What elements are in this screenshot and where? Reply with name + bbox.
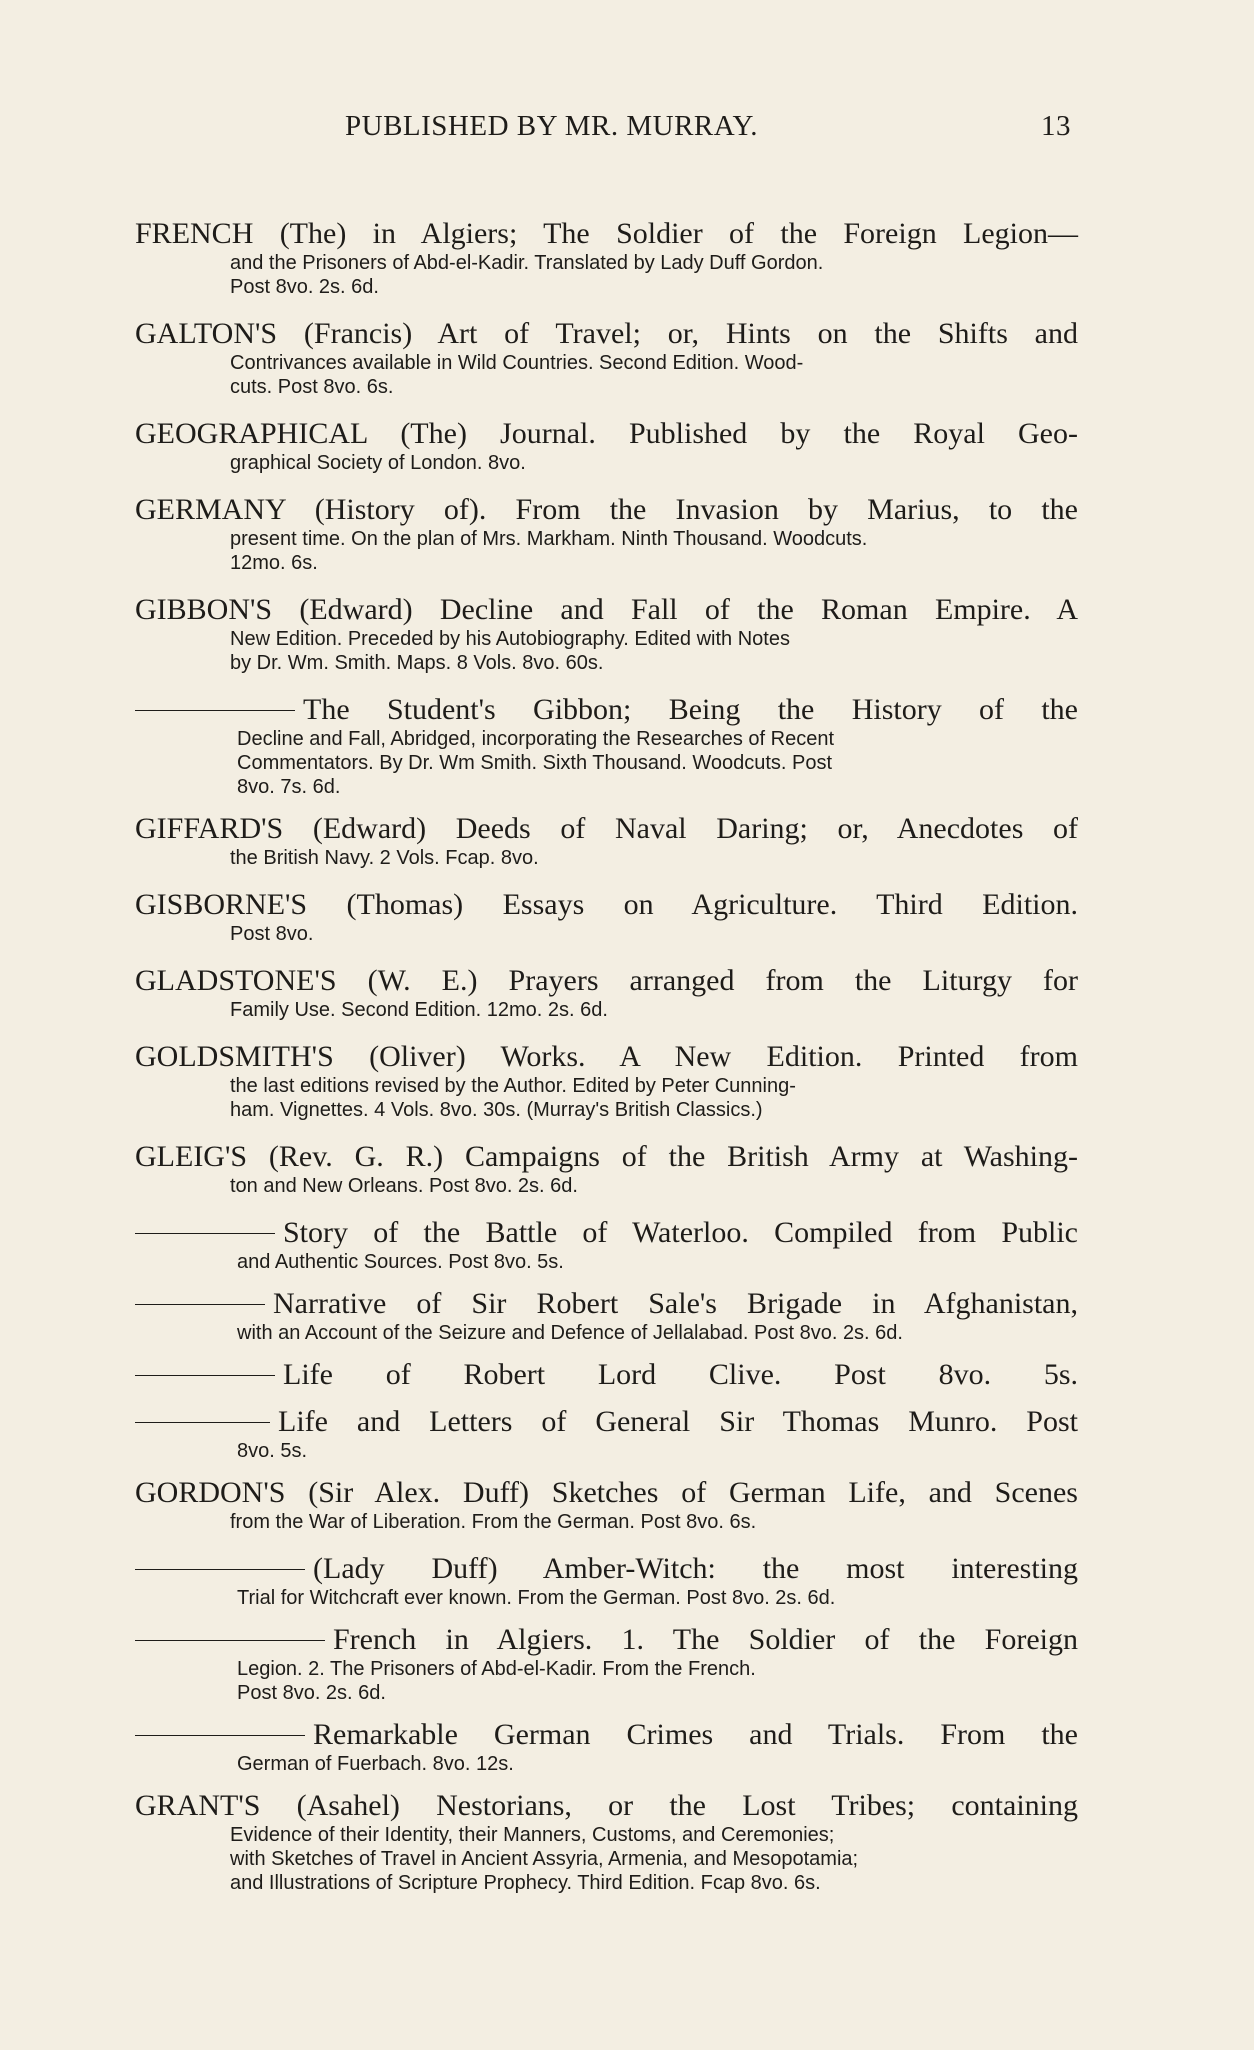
description-line: with an Account of the Seizure and Defence of Jellalabad. Post 8vo. 2s. 6d. xyxy=(237,1322,903,1344)
entry-description xyxy=(135,1074,1078,1122)
entry-heading-text: GALTON'S (Francis) Art of Travel; or, Hints on the Shifts and xyxy=(135,317,1078,350)
catalogue-entry xyxy=(135,316,1078,399)
catalogue-entry xyxy=(135,963,1078,1022)
description-line: graphical Society of London. 8vo. xyxy=(230,452,526,474)
entry-heading xyxy=(135,492,1078,527)
entry-heading xyxy=(135,316,1078,351)
entry-description xyxy=(135,846,1078,870)
entry-heading xyxy=(135,416,1078,451)
entry-heading xyxy=(135,1139,1078,1174)
description-line: 12mo. 6s. xyxy=(230,552,318,574)
description-line: by Dr. Wm. Smith. Maps. 8 Vols. 8vo. 60s. xyxy=(230,652,604,674)
description-line: Post 8vo. 2s. 6d. xyxy=(230,276,379,298)
description-line: from the War of Liberation. From the German. Post 8vo. 6s. xyxy=(230,1511,757,1533)
catalogue-entry xyxy=(135,811,1078,870)
description-line: the last editions revised by the Author. Edited by Peter Cunning- xyxy=(230,1075,796,1097)
description-line: and the Prisoners of Abd-el-Kadir. Translated by Lady Duff Gordon. xyxy=(230,252,824,274)
catalogue-entry xyxy=(135,1475,1078,1534)
catalogue-sub-entry xyxy=(135,692,1078,799)
description-line: Contrivances available in Wild Countries. Second Edition. Wood- xyxy=(230,352,804,374)
catalogue-entry xyxy=(135,1139,1078,1198)
entry-description xyxy=(135,351,1078,399)
entry-heading xyxy=(135,592,1078,627)
entry-heading xyxy=(135,1475,1078,1510)
running-title: PUBLISHED BY MR. MURRAY. xyxy=(345,110,759,142)
entry-description xyxy=(135,1586,1078,1610)
entry-heading-text: GOLDSMITH'S (Oliver) Works. A New Edition. Printed from xyxy=(135,1040,1078,1073)
entry-heading xyxy=(135,1404,1078,1439)
ditto-rule xyxy=(135,1422,270,1423)
entry-heading xyxy=(135,1551,1078,1586)
description-line: Commentators. By Dr. Wm Smith. Sixth Thousand. Woodcuts. Post xyxy=(237,752,833,774)
catalogue-sub-entry xyxy=(135,1717,1078,1776)
description-line: and Authentic Sources. Post 8vo. 5s. xyxy=(237,1251,564,1273)
entry-heading-text: Life and Letters of General Sir Thomas Munro. Post xyxy=(278,1405,1078,1438)
entry-heading-text: GERMANY (History of). From the Invasion by Marius, to the xyxy=(135,493,1078,526)
entry-heading xyxy=(135,692,1078,727)
entry-heading-text: (Lady Duff) Amber-Witch: the most interesting xyxy=(313,1552,1078,1585)
description-line: and Illustrations of Scripture Prophecy. Third Edition. Fcap 8vo. 6s. xyxy=(230,1872,821,1894)
entry-heading-text: GLEIG'S (Rev. G. R.) Campaigns of the British Army at Washing- xyxy=(135,1140,1078,1173)
entry-heading-text: Remarkable German Crimes and Trials. From the xyxy=(313,1718,1078,1751)
entry-description xyxy=(135,1250,1078,1274)
entry-heading xyxy=(135,811,1078,846)
catalogue-entry xyxy=(135,592,1078,675)
description-line: with Sketches of Travel in Ancient Assyria, Armenia, and Mesopotamia; xyxy=(230,1848,859,1870)
entry-heading xyxy=(135,1357,1078,1392)
catalogue-sub-entry xyxy=(135,1551,1078,1610)
ditto-rule xyxy=(135,1304,265,1305)
ditto-rule xyxy=(135,710,295,711)
entry-description xyxy=(135,727,1078,799)
catalogue-sub-entry xyxy=(135,1404,1078,1463)
entry-heading xyxy=(135,1039,1078,1074)
entry-description xyxy=(135,1752,1078,1776)
page-number: 13 xyxy=(1041,110,1071,142)
entry-heading-text: The Student's Gibbon; Being the History of the xyxy=(303,693,1078,726)
entry-description xyxy=(135,1510,1078,1534)
description-line: 8vo. 7s. 6d. xyxy=(237,776,341,798)
entry-description xyxy=(135,1321,1078,1345)
description-line: German of Fuerbach. 8vo. 12s. xyxy=(237,1753,514,1775)
entry-heading-text: GORDON'S (Sir Alex. Duff) Sketches of German Life, and Scenes xyxy=(135,1476,1078,1509)
description-line: the British Navy. 2 Vols. Fcap. 8vo. xyxy=(230,847,539,869)
entry-description xyxy=(135,1823,1078,1895)
entry-heading-text: GIBBON'S (Edward) Decline and Fall of the Roman Empire. A xyxy=(135,593,1078,626)
ditto-rule xyxy=(135,1640,325,1641)
entry-description xyxy=(135,998,1078,1022)
entry-heading xyxy=(135,963,1078,998)
description-line: Legion. 2. The Prisoners of Abd-el-Kadir. From the French. xyxy=(237,1658,756,1680)
entry-heading xyxy=(135,216,1078,251)
catalogue-entry xyxy=(135,1788,1078,1895)
entry-description xyxy=(135,451,1078,475)
catalogue-entry xyxy=(135,1039,1078,1122)
entry-description xyxy=(135,527,1078,575)
description-line: Post 8vo. xyxy=(230,923,314,945)
entry-heading xyxy=(135,1717,1078,1752)
ditto-rule xyxy=(135,1375,275,1376)
description-line: Evidence of their Identity, their Manners, Customs, and Ceremonies; xyxy=(230,1824,835,1846)
catalogue-sub-entry xyxy=(135,1286,1078,1345)
catalogue-entry xyxy=(135,416,1078,475)
catalogue-entry xyxy=(135,887,1078,946)
entry-description xyxy=(135,251,1078,299)
entry-heading-text: Life of Robert Lord Clive. Post 8vo. 5s. xyxy=(283,1358,1078,1391)
entry-heading xyxy=(135,1622,1078,1657)
entry-heading-text: GEOGRAPHICAL (The) Journal. Published by the Royal Geo- xyxy=(135,417,1078,450)
ditto-rule xyxy=(135,1569,305,1570)
entry-heading xyxy=(135,887,1078,922)
catalogue-entries xyxy=(135,216,1078,1912)
entry-heading-text: GLADSTONE'S (W. E.) Prayers arranged from the Liturgy for xyxy=(135,964,1078,997)
description-line: Post 8vo. 2s. 6d. xyxy=(237,1682,386,1704)
description-line: Trial for Witchcraft ever known. From the German. Post 8vo. 2s. 6d. xyxy=(237,1587,836,1609)
catalogue-sub-entry xyxy=(135,1215,1078,1274)
entry-heading-text: Story of the Battle of Waterloo. Compiled from Public xyxy=(283,1216,1078,1249)
entry-heading-text: FRENCH (The) in Algiers; The Soldier of the Foreign Legion— xyxy=(135,217,1078,250)
entry-heading-text: French in Algiers. 1. The Soldier of the Foreign xyxy=(333,1623,1078,1656)
description-line: New Edition. Preceded by his Autobiography. Edited with Notes xyxy=(230,628,790,650)
running-header xyxy=(345,106,1071,146)
description-line: present time. On the plan of Mrs. Markham. Ninth Thousand. Woodcuts. xyxy=(230,528,868,550)
entry-heading xyxy=(135,1215,1078,1250)
description-line: Family Use. Second Edition. 12mo. 2s. 6d. xyxy=(230,999,608,1021)
catalogue-sub-entry xyxy=(135,1622,1078,1705)
description-line: Decline and Fall, Abridged, incorporating the Researches of Recent xyxy=(237,728,835,750)
entry-heading-text: Narrative of Sir Robert Sale's Brigade in Afghanistan, xyxy=(273,1287,1078,1320)
catalogue-entry xyxy=(135,216,1078,299)
entry-description xyxy=(135,1174,1078,1198)
description-line: ton and New Orleans. Post 8vo. 2s. 6d. xyxy=(230,1175,578,1197)
description-line: ham. Vignettes. 4 Vols. 8vo. 30s. (Murray's British Classics.) xyxy=(230,1099,763,1121)
description-line: 8vo. 5s. xyxy=(237,1440,308,1462)
entry-description xyxy=(135,1439,1078,1463)
catalogue-entry xyxy=(135,492,1078,575)
entry-description xyxy=(135,922,1078,946)
entry-heading-text: GISBORNE'S (Thomas) Essays on Agriculture. Third Edition. xyxy=(135,888,1078,921)
description-line: cuts. Post 8vo. 6s. xyxy=(230,376,394,398)
entry-heading-text: GRANT'S (Asahel) Nestorians, or the Lost Tribes; containing xyxy=(135,1789,1078,1822)
ditto-rule xyxy=(135,1735,305,1736)
entry-heading xyxy=(135,1788,1078,1823)
entry-description xyxy=(135,1657,1078,1705)
entry-heading xyxy=(135,1286,1078,1321)
entry-description xyxy=(135,627,1078,675)
catalogue-sub-entry xyxy=(135,1357,1078,1392)
ditto-rule xyxy=(135,1233,275,1234)
entry-heading-text: GIFFARD'S (Edward) Deeds of Naval Daring; or, Anecdotes of xyxy=(135,812,1078,845)
